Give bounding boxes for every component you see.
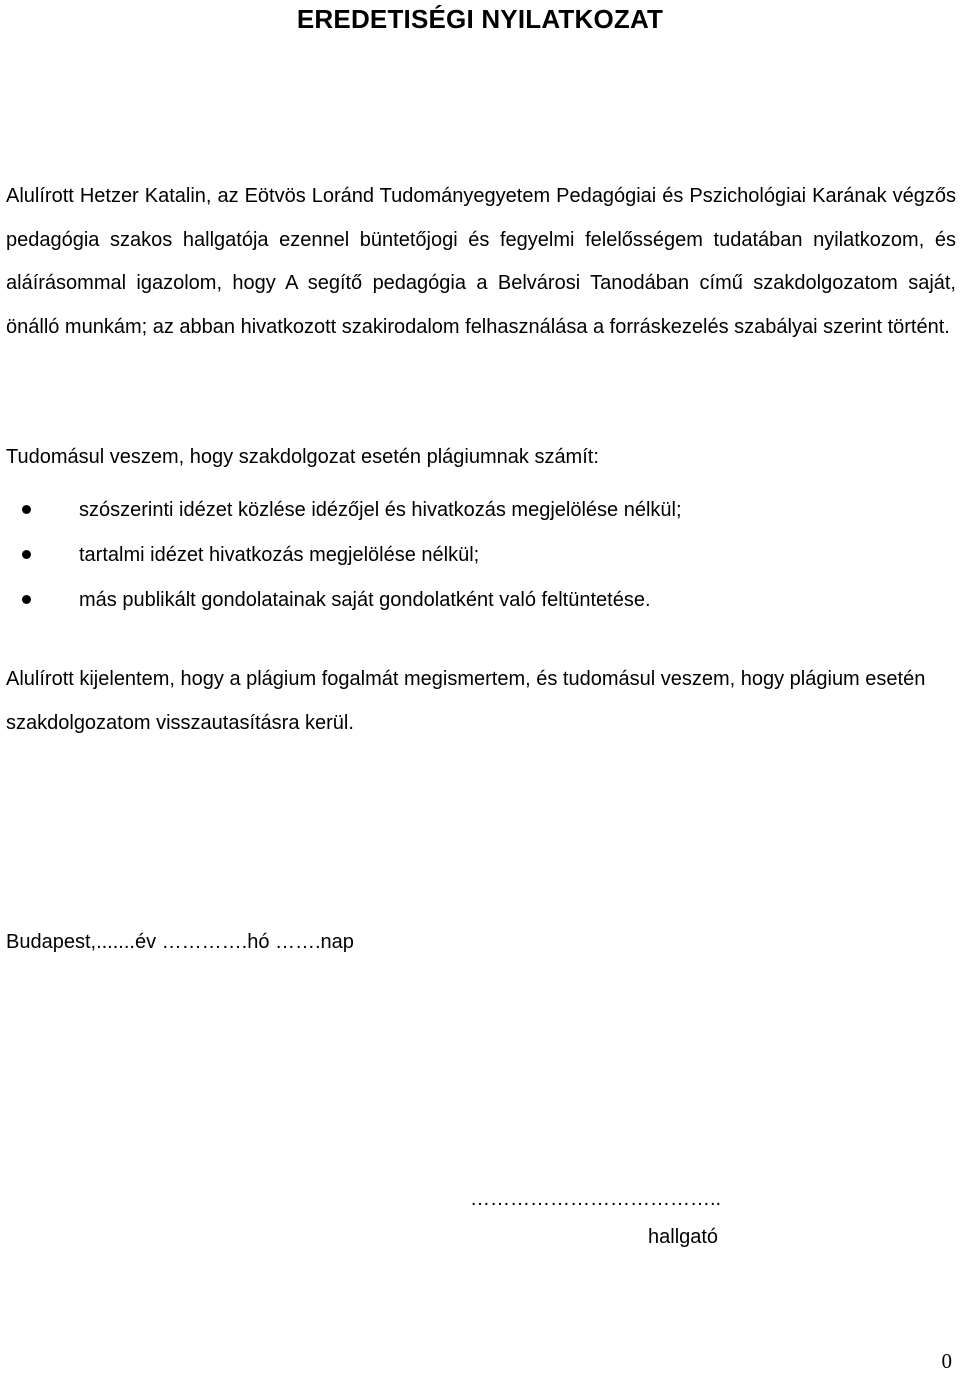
plagiarism-intro-paragraph: Tudomásul veszem, hogy szakdolgozat esetén plágiumnak számít: <box>6 446 599 468</box>
place-date-line: Budapest,.......év ………….hó …….nap <box>6 931 354 953</box>
document-title: EREDETISÉGI NYILATKOZAT <box>296 4 664 34</box>
list-item <box>22 532 682 577</box>
list-item-text: szószerinti idézet közlése idézőjel és hivatkozás megjelölése nélkül; <box>79 498 682 521</box>
bullet-icon <box>22 505 31 514</box>
bullet-icon <box>22 550 31 559</box>
page-number: 0 <box>941 1349 952 1373</box>
declaration-paragraph: Alulírott Hetzer Katalin, az Eötvös Loránd Tudományegyetem Pedagógiai és Pszichológiai Karának végzős pedagógia szakos hallgatója ezennel büntetőjogi és fegyelmi felelősségem tudatában nyilatkozom, és aláírásommal igazolom, hogy A segítő pedagógia a Belvárosi Tanodában című szakdolgozatom saját, önálló munkám; az abban hivatkozott szakirodalom felhasználása a forráskezelés szabályai szerint történt. <box>6 185 956 338</box>
acknowledgement-paragraph: Alulírott kijelentem, hogy a plágium fogalmát megismertem, és tudomásul veszem, hogy plágium esetén szakdolgozatom visszautasításra kerül. <box>6 668 926 734</box>
list-item <box>22 487 682 532</box>
signature-line: ……………………………….. <box>470 1188 722 1210</box>
list-item <box>22 577 682 622</box>
plagiarism-list <box>22 487 682 622</box>
list-item-text: tartalmi idézet hivatkozás megjelölése nélkül; <box>79 543 480 566</box>
list-item-text: más publikált gondolatainak saját gondolatként való feltüntetése. <box>79 588 651 611</box>
bullet-icon <box>22 595 31 604</box>
signature-label: hallgató <box>648 1226 719 1248</box>
